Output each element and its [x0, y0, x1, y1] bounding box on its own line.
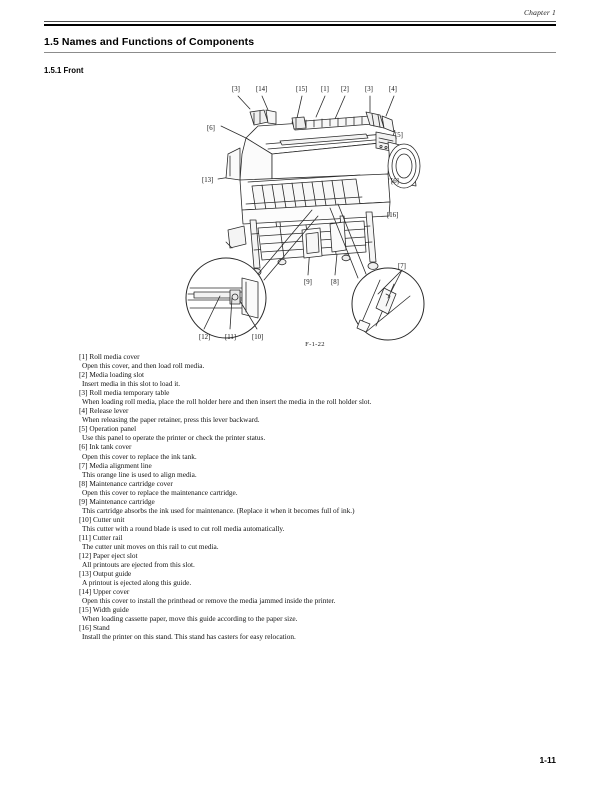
figure-callout: [11]: [225, 334, 237, 341]
figure-callout: [6]: [391, 178, 399, 185]
figure-callout: [16]: [387, 212, 399, 219]
part-item-name: [6] Ink tank cover: [79, 442, 132, 452]
figure-callout: [5]: [395, 132, 403, 139]
page-number: 1-11: [539, 755, 556, 765]
figure-caption: F-1-22: [305, 341, 325, 348]
part-item-name: [13] Output guide: [79, 569, 132, 579]
part-item-name: [9] Maintenance cartridge: [79, 496, 155, 506]
figure-callout: [14]: [256, 86, 268, 93]
part-item-name: [12] Paper eject slot: [79, 551, 138, 561]
section-heading: 1.5 Names and Functions of Components: [44, 36, 255, 48]
page-header: [44, 8, 556, 24]
printer-front-diagram: [180, 82, 450, 357]
section-heading-rule: [44, 52, 556, 53]
part-item-description: Open this cover, and then load roll media.: [82, 361, 205, 371]
part-item-description: A printout is ejected along this guide.: [82, 578, 192, 588]
figure-callout: [7]: [398, 263, 406, 270]
part-item-description: This cutter with a round blade is used to cut roll media automatically.: [82, 523, 285, 533]
part-item-description: When loading cassette paper, move this guide according to the paper size.: [82, 614, 298, 624]
figure-callout: [6]: [207, 125, 215, 132]
figure-callout: [10]: [252, 334, 264, 341]
part-item-name: [2] Media loading slot: [79, 370, 145, 380]
figure-callout: [4]: [389, 86, 397, 93]
part-item-name: [10] Cutter unit: [79, 514, 125, 524]
figure-callout: [1]: [321, 86, 329, 93]
part-item-name: [4] Release lever: [79, 406, 129, 416]
header-rule-thin: [44, 21, 556, 22]
part-item-name: [7] Media alignment line: [79, 460, 152, 470]
figure-callout: [8]: [331, 279, 339, 286]
figure-callout: [3]: [365, 86, 373, 93]
subsection-heading: 1.5.1 Front: [44, 66, 84, 75]
part-item-name: [15] Width guide: [79, 605, 129, 615]
part-item-description: Open this cover to replace the maintenance cartridge.: [82, 487, 238, 497]
part-item-name: [1] Roll media cover: [79, 352, 140, 361]
part-item-description: Open this cover to install the printhead or remove the media jammed inside the printer.: [82, 596, 336, 606]
chapter-label: Chapter 1: [523, 8, 556, 17]
part-item-description: Open this cover to replace the ink tank.: [82, 451, 197, 461]
part-item-name: [8] Maintenance cartridge cover: [79, 478, 173, 488]
parts-list: [79, 352, 519, 642]
part-item-name: [5] Operation panel: [79, 424, 137, 434]
figure-callout: [13]: [202, 177, 214, 184]
part-item-description: Use this panel to operate the printer or check the printer status.: [82, 433, 266, 443]
part-item-description: When releasing the paper retainer, press this lever backward.: [82, 415, 260, 425]
part-item-description: The cutter unit moves on this rail to cut media.: [82, 541, 219, 551]
figure-callout: [2]: [341, 86, 349, 93]
part-item-name: [16] Stand: [79, 623, 110, 633]
printer-line-art: [180, 82, 450, 357]
figure-callout: [12]: [199, 334, 211, 341]
part-item-name: [14] Upper cover: [79, 587, 130, 597]
header-rule-thick: [44, 24, 556, 26]
part-item-description: Insert media in this slot to load it.: [82, 379, 181, 389]
figure-callout: [15]: [296, 86, 308, 93]
figure-callout: [9]: [304, 279, 312, 286]
part-item-name: [11] Cutter rail: [79, 532, 123, 542]
part-item-description: Install the printer on this stand. This stand has casters for easy relocation.: [82, 632, 296, 642]
part-item-description: This cartridge absorbs the ink used for maintenance. (Replace it when it becomes full of ink.): [82, 505, 355, 515]
part-item-description: All printouts are ejected from this slot.: [82, 560, 195, 570]
part-item-description: This orange line is used to align media.: [82, 469, 197, 479]
figure-callout: [3]: [232, 86, 240, 93]
part-item-description: When loading roll media, place the roll holder here and then insert the media in the roll holder slot.: [82, 397, 372, 407]
part-item-name: [3] Roll media temporary table: [79, 388, 170, 398]
